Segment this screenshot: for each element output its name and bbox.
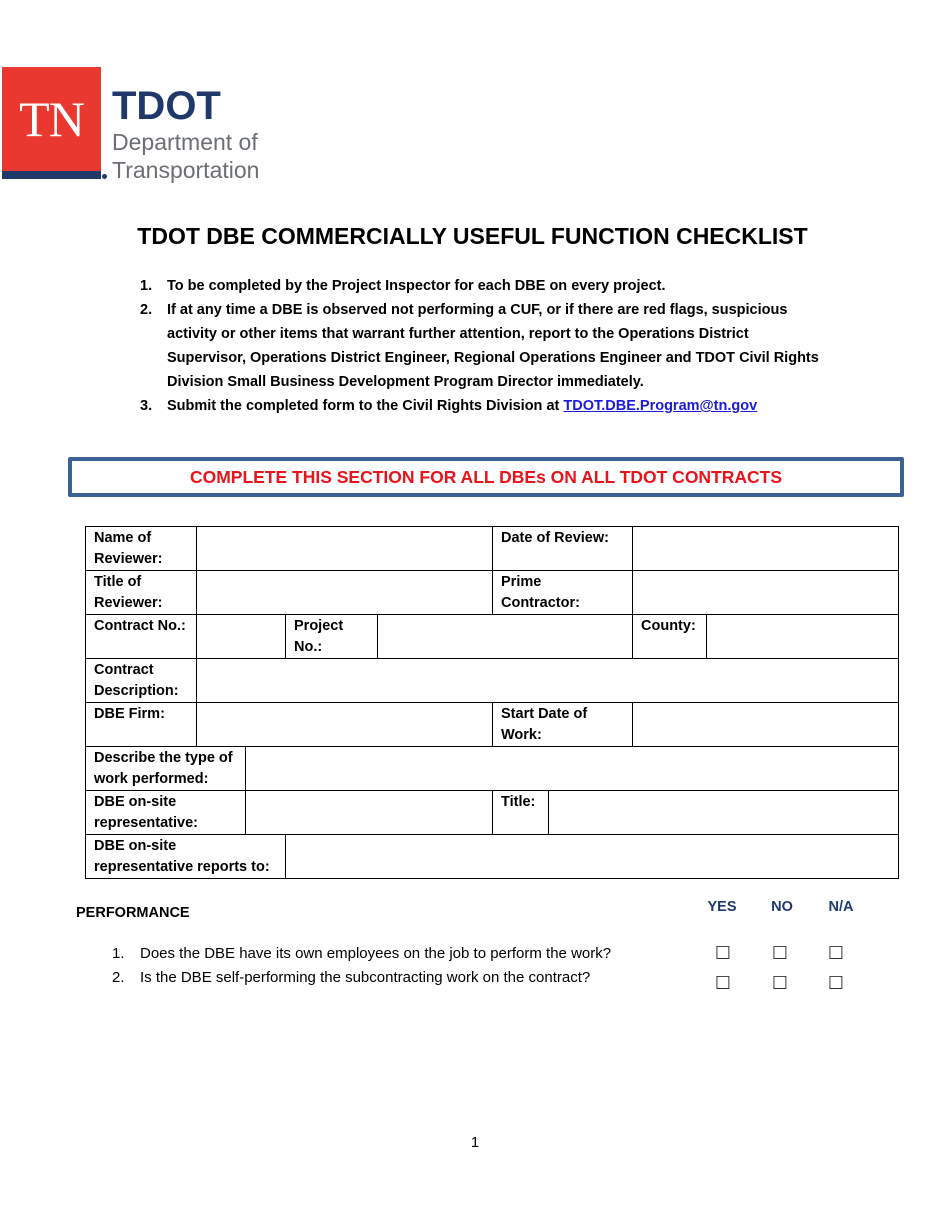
question-number: 2. (112, 969, 125, 986)
instruction-text: To be completed by the Project Inspector for each DBE on every project. (167, 278, 666, 294)
title-of-reviewer-label: Title of Reviewer: (86, 571, 197, 615)
county-label: County: (633, 615, 707, 659)
name-of-reviewer-field[interactable] (197, 527, 493, 571)
logo-line-2: Transportation (112, 157, 260, 183)
q1-no-checkbox[interactable]: ☐ (771, 943, 789, 963)
prime-contractor-label: Prime Contractor: (493, 571, 633, 615)
onsite-rep-field[interactable] (246, 791, 493, 835)
dbe-firm-label: DBE Firm: (86, 703, 197, 747)
tn-logo-badge (2, 67, 101, 171)
onsite-rep-title-field[interactable] (549, 791, 899, 835)
question-row (112, 967, 590, 989)
dbe-firm-field[interactable] (197, 703, 493, 747)
instruction-item (140, 298, 820, 394)
contract-description-label: Contract Description: (86, 659, 197, 703)
date-of-review-field[interactable] (633, 527, 899, 571)
work-type-label: Describe the type of work performed: (86, 747, 246, 791)
performance-heading: PERFORMANCE (76, 905, 190, 921)
logo-badge-text: TN (19, 91, 84, 147)
page-title: TDOT DBE COMMERCIALLY USEFUL FUNCTION CHECKLIST (137, 223, 808, 249)
question-text: Does the DBE have its own employees on the job to perform the work? (140, 945, 612, 962)
reviewer-info-table (85, 526, 899, 879)
section-banner-text: COMPLETE THIS SECTION FOR ALL DBEs ON ALL TDOT CONTRACTS (189, 466, 783, 487)
email-link[interactable]: TDOT.DBE.Program@tn.gov (563, 398, 758, 414)
contract-no-label: Contract No.: (86, 615, 197, 659)
project-no-field[interactable] (378, 615, 633, 659)
instruction-text-part: Submit the completed form to the Civil Rights Division at (167, 398, 564, 414)
section-banner (68, 457, 904, 497)
instruction-text: If at any time a DBE is observed not performing a CUF, or if there are red flags, suspicious activity or other items that warrant further attention, report to the Operations District Supervisor, Operations District Engineer, Regional Operations Engineer and TDOT Civil Rights Division Small Business Development Program Director immediately. (167, 302, 819, 390)
date-of-review-label: Date of Review: (493, 527, 633, 571)
reports-to-field[interactable] (286, 835, 899, 879)
instruction-number: 1. (140, 278, 153, 294)
instructions-list (140, 274, 820, 418)
title-of-reviewer-field[interactable] (197, 571, 493, 615)
project-no-label: Project No.: (286, 615, 378, 659)
logo-stripe (2, 171, 101, 179)
logo-line-1: Department of (112, 129, 258, 155)
column-yes: YES (707, 899, 737, 915)
q1-yes-checkbox[interactable]: ☐ (714, 943, 732, 963)
contract-description-field[interactable] (197, 659, 899, 703)
page-number: 1 (470, 1134, 480, 1151)
q2-no-checkbox[interactable]: ☐ (771, 973, 789, 993)
instruction-item (140, 394, 820, 418)
column-na: N/A (828, 899, 854, 915)
q2-yes-checkbox[interactable]: ☐ (714, 973, 732, 993)
name-of-reviewer-label: Name of Reviewer: (86, 527, 197, 571)
q1-na-checkbox[interactable]: ☐ (827, 943, 845, 963)
contract-no-field[interactable] (197, 615, 286, 659)
logo-registered-mark (102, 174, 107, 179)
work-type-field[interactable] (246, 747, 899, 791)
instruction-item (140, 274, 820, 298)
start-date-field[interactable] (633, 703, 899, 747)
instruction-text (167, 394, 820, 418)
start-date-label: Start Date of Work: (493, 703, 633, 747)
prime-contractor-field[interactable] (633, 571, 899, 615)
column-no: NO (771, 899, 793, 915)
instruction-number: 2. (140, 302, 153, 318)
reports-to-label: DBE on-site representative reports to: (86, 835, 286, 879)
instruction-number: 3. (140, 398, 153, 414)
question-number: 1. (112, 945, 125, 962)
onsite-rep-label: DBE on-site representative: (86, 791, 246, 835)
q2-na-checkbox[interactable]: ☐ (827, 973, 845, 993)
logo-org-name: TDOT (112, 84, 221, 128)
question-text: Is the DBE self-performing the subcontracting work on the contract? (140, 969, 591, 986)
county-field[interactable] (707, 615, 899, 659)
onsite-rep-title-label: Title: (493, 791, 549, 835)
question-row (112, 943, 611, 965)
